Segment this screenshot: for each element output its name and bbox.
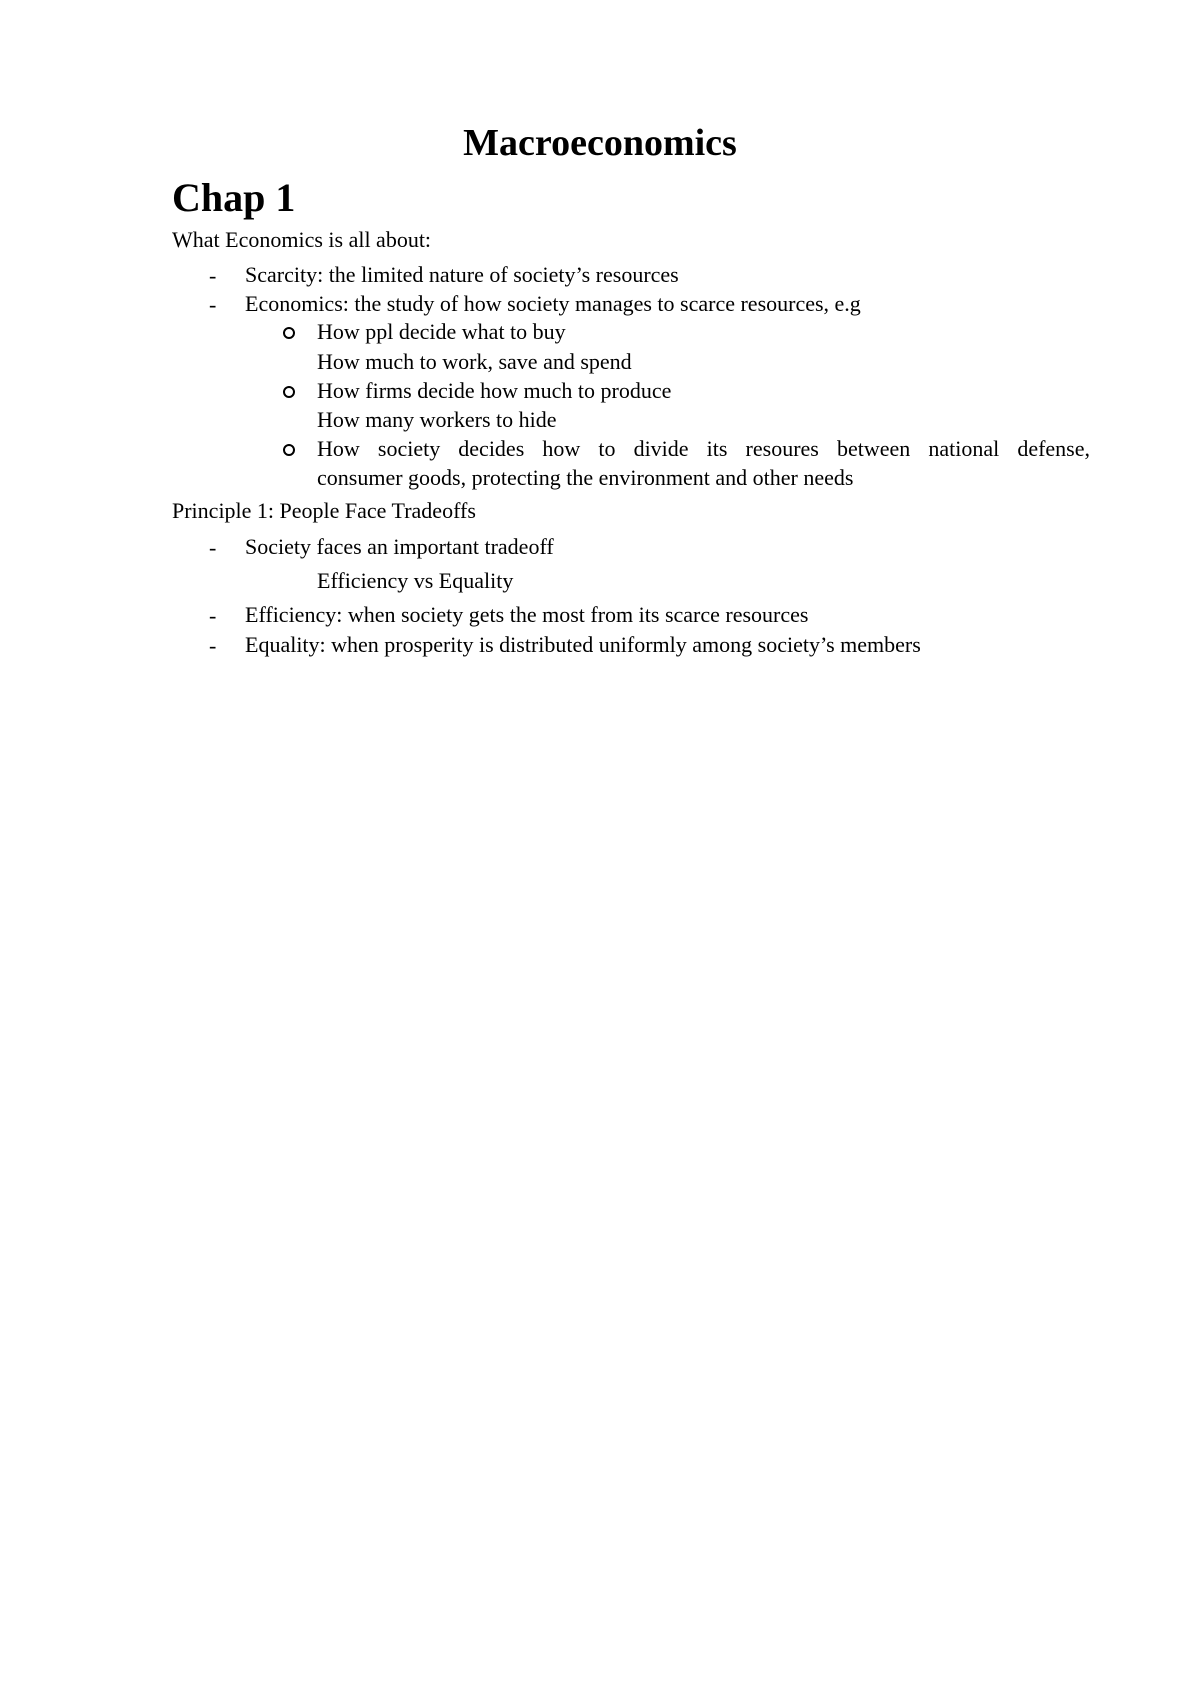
circle-bullet-icon [283,444,295,456]
section-heading-economics: What Economics is all about: [172,227,432,252]
dash-bullet: - [209,292,217,317]
list-item-equality: Equality: when prosperity is distributed uniformly among society’s members [245,632,921,657]
list-item-efficiency: Efficiency: when society gets the most from its scarce resources [245,602,809,627]
document-title: Macroeconomics [463,122,737,164]
list-item-economics: Economics: the study of how society manages to scarce resources, e.g [245,291,861,316]
dash-bullet: - [209,633,217,658]
dash-bullet: - [209,263,217,288]
sub-item-ppl: How ppl decide what to buy [317,319,566,344]
list-item-tradeoff: Society faces an important tradeoff [245,534,554,559]
section-heading-principle-1: Principle 1: People Face Tradeoffs [172,498,476,523]
dash-bullet: - [209,603,217,628]
list-item-scarcity: Scarcity: the limited nature of society’s resources [245,262,679,287]
sub-item-society: How society decides how to divide its resoures between national defense, [317,436,1090,461]
sub-item-firms: How firms decide how much to produce [317,378,672,403]
dash-bullet: - [209,535,217,560]
circle-bullet-icon [283,327,295,339]
sub-item-ppl-continued: How much to work, save and spend [317,349,632,374]
chapter-heading: Chap 1 [172,175,296,220]
circle-bullet-icon [283,386,295,398]
sub-item-society-continued: consumer goods, protecting the environment and other needs [317,465,854,490]
indented-line-efficiency-vs-equality: Efficiency vs Equality [317,568,514,593]
sub-item-firms-continued: How many workers to hide [317,407,557,432]
